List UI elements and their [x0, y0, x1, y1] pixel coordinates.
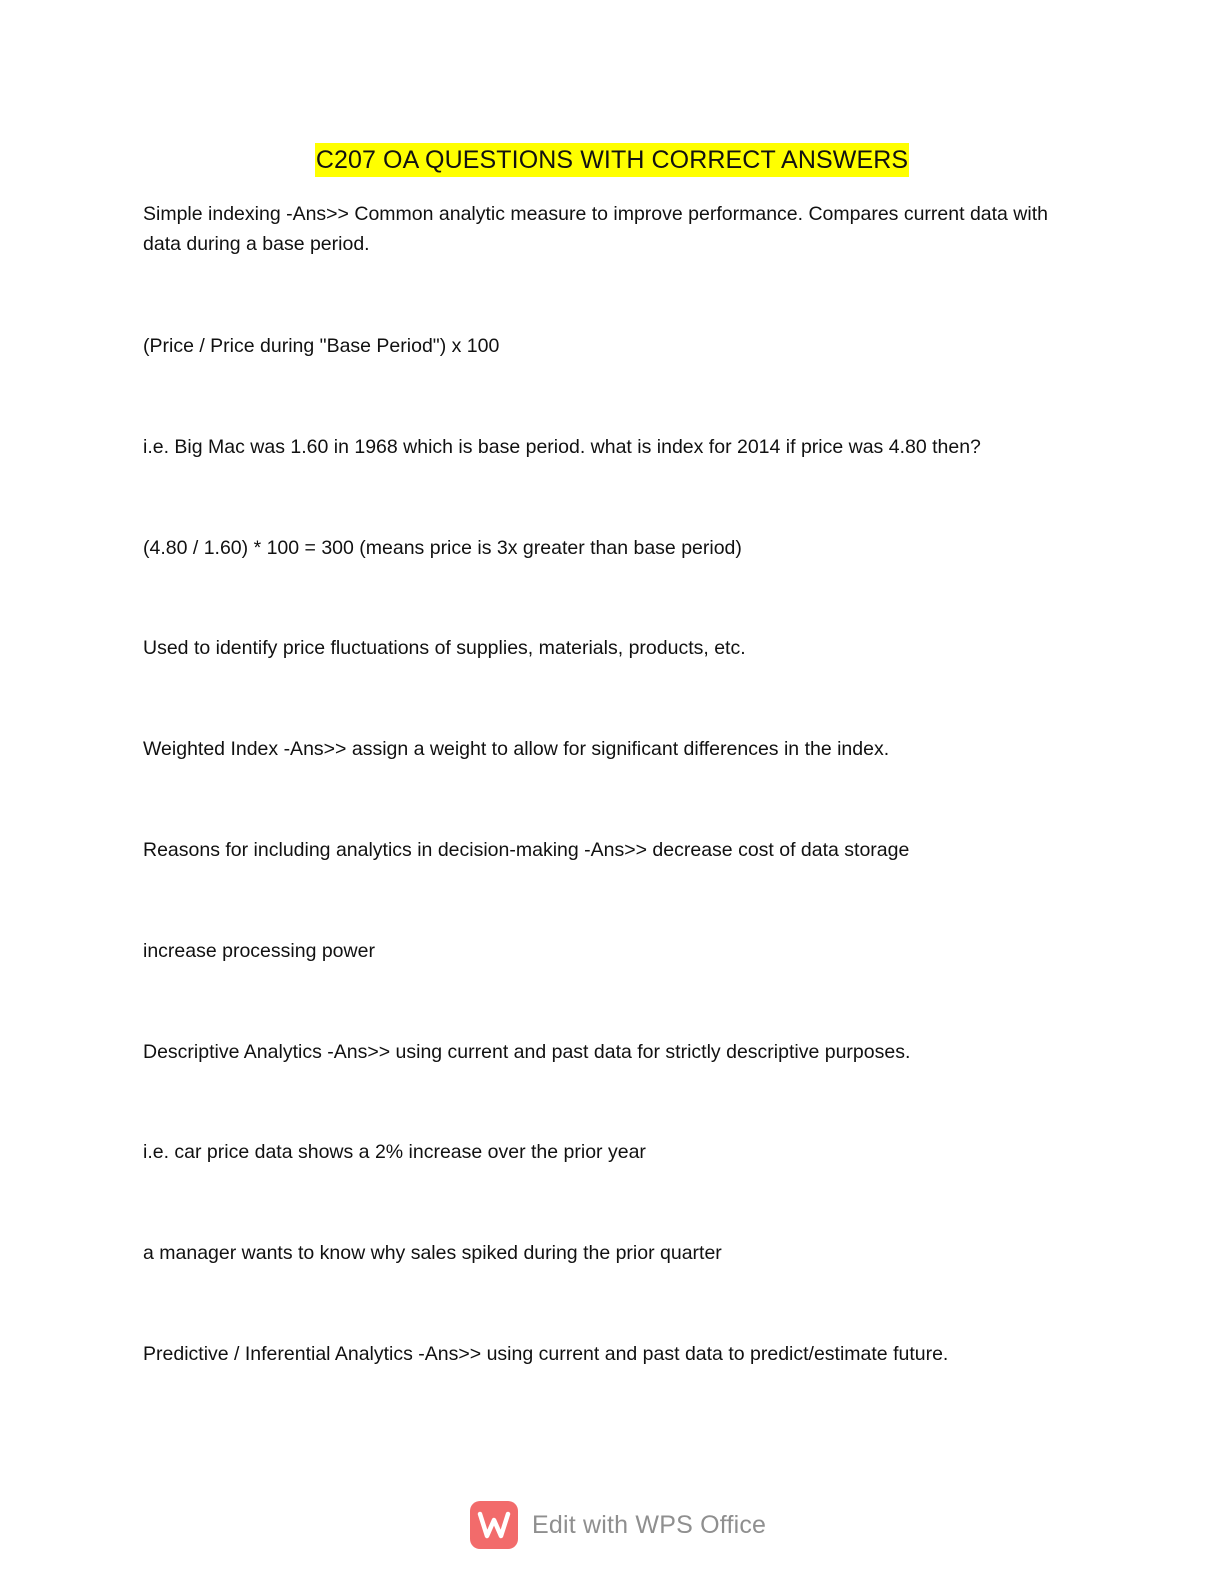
paragraph-big-mac-example: i.e. Big Mac was 1.60 in 1968 which is base period. what is index for 2014 if price was 4.80 then?	[143, 436, 981, 458]
paragraph-weighted-index: Weighted Index -Ans>> assign a weight to allow for significant differences in the index.	[143, 738, 890, 760]
watermark-text: Edit with WPS Office	[532, 1510, 767, 1539]
document-title: C207 OA QUESTIONS WITH CORRECT ANSWERS	[315, 143, 909, 177]
paragraph-price-fluctuations: Used to identify price fluctuations of supplies, materials, products, etc.	[143, 637, 746, 659]
paragraph-calculation: (4.80 / 1.60) * 100 = 300 (means price is 3x greater than base period)	[143, 537, 742, 559]
paragraph-processing-power: increase processing power	[143, 940, 375, 962]
paragraph-predictive-analytics: Predictive / Inferential Analytics -Ans>> using current and past data to predict/estimate future.	[143, 1343, 949, 1365]
title-container	[0, 143, 1224, 177]
wps-logo-icon	[470, 1501, 518, 1549]
paragraph-simple-indexing: Simple indexing -Ans>> Common analytic measure to improve performance. Compares current data with data during a base period.	[143, 203, 1048, 255]
paragraph-sales-spike-example: a manager wants to know why sales spiked during the prior quarter	[143, 1242, 722, 1264]
paragraph-index-formula: (Price / Price during "Base Period") x 100	[143, 335, 500, 357]
paragraph-descriptive-analytics: Descriptive Analytics -Ans>> using current and past data for strictly descriptive purposes.	[143, 1041, 911, 1063]
wps-watermark[interactable]	[470, 1500, 766, 1550]
paragraph-car-price-example: i.e. car price data shows a 2% increase over the prior year	[143, 1141, 646, 1163]
paragraph-reasons-analytics: Reasons for including analytics in decision-making -Ans>> decrease cost of data storage	[143, 839, 910, 861]
